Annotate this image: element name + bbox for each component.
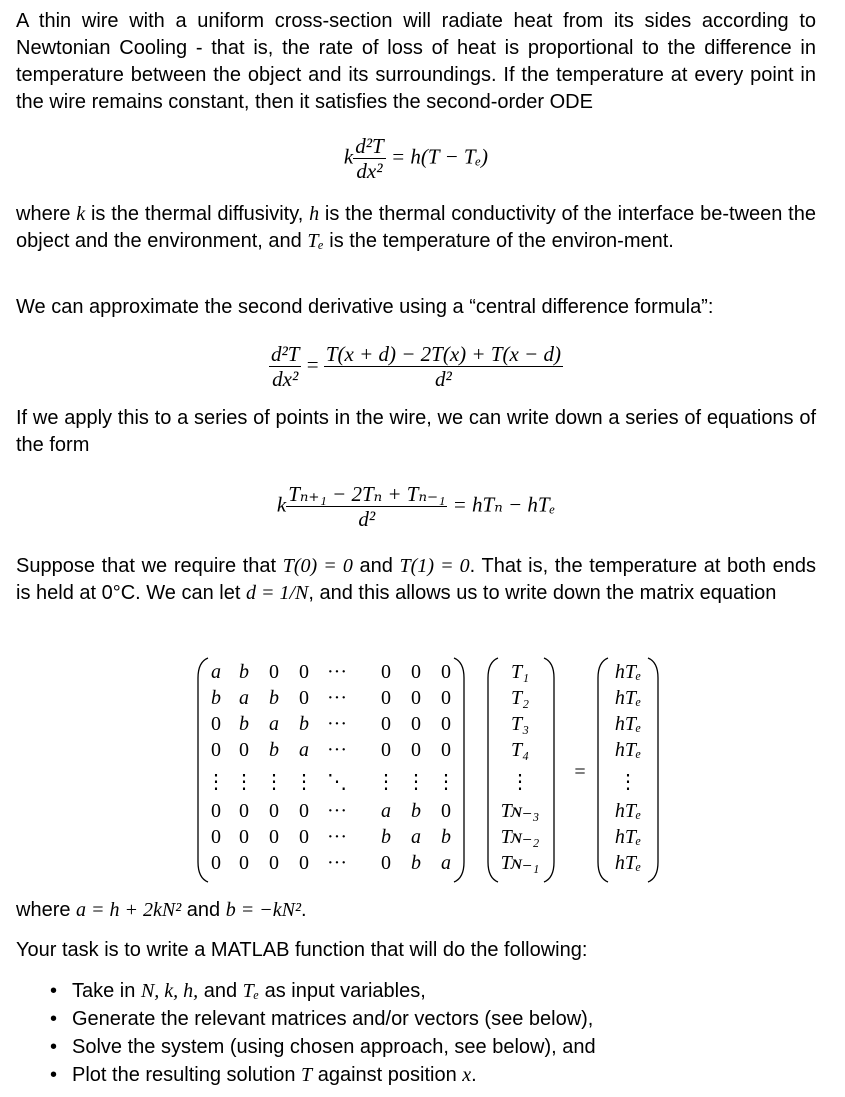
boundary-cond-2: T(1) = 0 [399, 555, 470, 577]
matrix-cell: ··· [327, 800, 347, 822]
matrix-cell: 0 [299, 826, 309, 848]
ode-rhs: = h(T − Tₑ) [390, 144, 489, 169]
matrix-cell: 0 [269, 826, 279, 848]
matrix-equals-sign: = [574, 761, 586, 783]
boundary-text-3: . That is, the temperature at both ends is held at 0°C. We can let [16, 555, 816, 604]
rhs-entry: hTₑ [614, 800, 642, 822]
intro-paragraph: A thin wire with a uniform cross-section will radiate heat from its sides according to Newtonian Cooling - that is, the rate of loss of heat is proportional to the difference in temperature between the object and its surroundings. If the temperature at every point in the wire remains constant, then it satisfies the second-order ODE [16, 10, 816, 113]
disc-k: k [276, 492, 287, 517]
task-item-solve: • Solve the system (using chosen approach, see below), and [72, 1033, 596, 1061]
ode-k: k [343, 144, 354, 169]
matrix-cell: b [239, 713, 249, 735]
cd-equals: = [306, 352, 319, 377]
unknown-entry: T₄ [510, 739, 530, 761]
rhs-entry: hTₑ [614, 826, 642, 848]
matrix-cell: a [211, 661, 221, 683]
task-1-text-a: Take in [72, 980, 141, 1002]
boundary-text-2: and [352, 555, 400, 577]
matrix-cell: 0 [239, 826, 249, 848]
task-4-text-a: Plot the resulting solution [72, 1064, 302, 1086]
ode-fraction [353, 134, 385, 183]
task-paragraph: Your task is to write a MATLAB function that will do the following: [16, 939, 588, 961]
unknown-entry: T₂ [510, 687, 530, 709]
rhs-entry: ⋮ [618, 771, 638, 793]
discrete-equation [16, 482, 816, 531]
task-1-text-c: as input variables, [259, 980, 426, 1002]
matrix-cell: b [381, 826, 391, 848]
matrix-cell: 0 [299, 687, 309, 709]
coeff-text-2: and [181, 899, 226, 921]
unknown-right-paren [544, 658, 554, 882]
cd-left-denominator: dx² [272, 367, 299, 391]
rhs-left-paren [598, 658, 608, 882]
matrix-cell: 0 [299, 661, 309, 683]
task-1-te: Tₑ [242, 980, 260, 1002]
matrix-cell: a [381, 800, 391, 822]
matrix-cell: ⋱ [327, 771, 347, 793]
matrix-cell: 0 [239, 739, 249, 761]
matrix-cell: 0 [239, 852, 249, 874]
matrix-cell: 0 [381, 713, 391, 735]
matrix-cell: 0 [441, 800, 451, 822]
matrix-cell: 0 [211, 800, 221, 822]
boundary-text-4: , and this allows us to write down the matrix equation [308, 582, 777, 604]
definitions-paragraph [16, 201, 816, 255]
task-item-plot [72, 1061, 596, 1089]
matrix-cell: 0 [411, 661, 421, 683]
matrix-cell: b [411, 800, 421, 822]
matrix-cell: 0 [381, 661, 391, 683]
matrix-cell: 0 [381, 852, 391, 874]
matrix-cell: 0 [299, 800, 309, 822]
boundary-text-1: Suppose that we require that [16, 555, 283, 577]
rhs-entry: hTₑ [614, 687, 642, 709]
central-difference-equation [16, 342, 816, 391]
rhs-vector [574, 661, 641, 874]
unknown-entry: ⋮ [510, 771, 530, 793]
rhs-entry: hTₑ [614, 661, 642, 683]
rhs-entry: hTₑ [614, 739, 642, 761]
matrix-cell: 0 [211, 852, 221, 874]
matrix-cell: 0 [269, 852, 279, 874]
ode-denominator: dx² [356, 159, 383, 183]
matrix-cell: ··· [327, 713, 347, 735]
unknown-entry: T₃ [510, 713, 530, 735]
task-4-text-b: against position [312, 1064, 463, 1086]
ode-equation [16, 134, 816, 183]
matrix-cell: 0 [441, 661, 451, 683]
matrix-cell: ··· [327, 687, 347, 709]
matrix-cell: 0 [411, 687, 421, 709]
definitions-text-2: is the thermal diffusivity, [85, 203, 310, 225]
ode-numerator: d²T [355, 134, 384, 158]
unknown-left-paren [488, 658, 498, 882]
cd-left-numerator: d²T [271, 342, 300, 366]
central-difference-intro: We can approximate the second derivative using a “central difference formula”: [16, 296, 714, 318]
matrix-brackets [198, 658, 658, 882]
matrix-cell: ⋮ [264, 771, 284, 793]
matrix-cell: ⋮ [376, 771, 396, 793]
coeff-text-3: . [300, 899, 307, 921]
matrix-cell: 0 [211, 713, 221, 735]
cd-right-numerator: T(x + d) − 2T(x) + T(x − d) [325, 342, 561, 366]
matrix-cell: 0 [441, 687, 451, 709]
var-te: Tₑ [307, 230, 324, 252]
task-item-inputs [72, 977, 596, 1005]
coeff-b: b = −kN² [225, 899, 301, 921]
boundary-cond-1: T(0) = 0 [282, 555, 353, 577]
matrix-cell: b [411, 852, 421, 874]
matrix-cell: a [239, 687, 249, 709]
definitions-text-4: is the temperature of the environ-ment. [323, 230, 674, 252]
disc-fraction [286, 482, 447, 531]
task-4-x: x [462, 1064, 472, 1086]
matrix-cell: b [239, 661, 249, 683]
definitions-text-3: is the thermal conductivity of the interface be-tween the object and the environment, and [16, 203, 816, 252]
series-paragraph: If we apply this to a series of points in the wire, we can write down a series of equations of the form [16, 407, 816, 456]
matrix-cell: 0 [239, 800, 249, 822]
coefficient-matrix [206, 661, 456, 874]
task-4-t: T [301, 1064, 313, 1086]
matrix-cell: ⋮ [206, 771, 226, 793]
matrix-cell: 0 [411, 739, 421, 761]
matrix-cell: 0 [211, 826, 221, 848]
coeff-a: a = h + 2kN² [76, 899, 182, 921]
matrix-left-paren [198, 658, 208, 882]
disc-denominator: d² [358, 507, 376, 531]
cd-right-denominator: d² [435, 367, 452, 391]
task-item-generate: • Generate the relevant matrices and/or vectors (see below), [72, 1005, 596, 1033]
matrix-cell: 0 [441, 713, 451, 735]
matrix-cell: ··· [327, 661, 347, 683]
matrix-cell: 0 [299, 852, 309, 874]
task-1-text-b: and [198, 980, 243, 1002]
matrix-cell: b [441, 826, 451, 848]
matrix-cell: b [299, 713, 309, 735]
matrix-cell: 0 [411, 713, 421, 735]
matrix-cell: 0 [269, 800, 279, 822]
matrix-cell: ··· [327, 739, 347, 761]
step-definition: d = 1/N [245, 582, 309, 604]
coeff-text-1: where [16, 899, 77, 921]
disc-numerator: Tₙ₊₁ − 2Tₙ + Tₙ₋₁ [288, 482, 446, 506]
matrix-cell: a [411, 826, 421, 848]
unknown-entry: Tɴ₋₂ [500, 826, 540, 848]
matrix-cell: b [269, 739, 279, 761]
matrix-cell: a [441, 852, 451, 874]
matrix-cell: ⋮ [294, 771, 314, 793]
boundary-paragraph [16, 553, 816, 607]
unknown-entry: Tɴ₋₃ [500, 800, 540, 822]
cd-left-fraction [269, 342, 301, 391]
var-k: k [76, 203, 86, 225]
matrix-right-paren [454, 658, 464, 882]
matrix-cell: 0 [381, 687, 391, 709]
matrix-cell: ⋮ [406, 771, 426, 793]
coefficients-paragraph [16, 897, 307, 924]
rhs-entry: hTₑ [614, 713, 642, 735]
matrix-cell: 0 [211, 739, 221, 761]
matrix-cell: a [299, 739, 309, 761]
definitions-text-1: where [16, 203, 77, 225]
unknown-entry: T₁ [510, 661, 530, 683]
cd-right-fraction [324, 342, 563, 391]
task-list [16, 977, 596, 1089]
matrix-cell: b [211, 687, 221, 709]
rhs-right-paren [648, 658, 658, 882]
var-h: h [309, 203, 320, 225]
unknown-entry: Tɴ₋₁ [500, 852, 540, 874]
matrix-cell: 0 [381, 739, 391, 761]
disc-rhs: = hTₙ − hTₑ [452, 492, 556, 517]
matrix-equation [184, 650, 664, 890]
task-4-text-c: . [471, 1064, 477, 1086]
matrix-cell: a [269, 713, 279, 735]
document-page [16, 8, 816, 1086]
matrix-cell: b [269, 687, 279, 709]
matrix-cell: ··· [327, 852, 347, 874]
matrix-cell: ··· [327, 826, 347, 848]
matrix-cell: 0 [441, 739, 451, 761]
matrix-cell: 0 [269, 661, 279, 683]
matrix-cell: ⋮ [436, 771, 456, 793]
rhs-entry: hTₑ [614, 852, 642, 874]
unknown-vector [501, 661, 540, 874]
matrix-cell: ⋮ [234, 771, 254, 793]
task-1-vars: N, k, h, [140, 980, 199, 1002]
